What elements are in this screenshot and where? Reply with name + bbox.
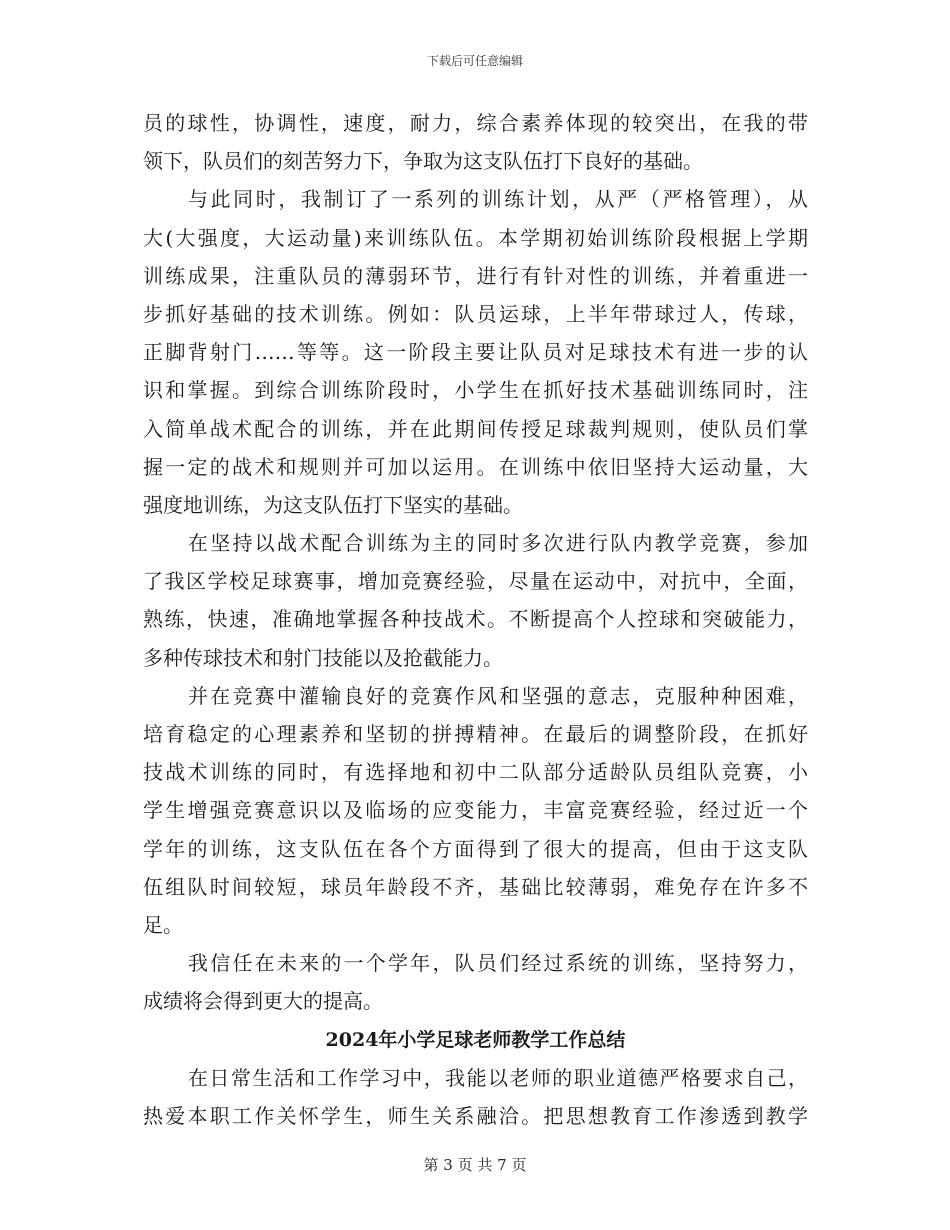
- body-line: 热爱本职工作关怀学生，师生关系融洽。把思想教育工作渗透到教学: [143, 1103, 808, 1128]
- paragraph-start-line: 与此同时，我制订了一系列的训练计划，从严（严格管理），从: [188, 187, 808, 212]
- body-line: 多种传球技术和射门技能以及抢截能力。: [143, 645, 503, 670]
- body-line: 培育稳定的心理素养和坚韧的拼搏精神。在最后的调整阶段，在抓好: [143, 722, 808, 746]
- document-body: [143, 104, 808, 1135]
- body-line: 识和掌握。到综合训练阶段时，小学生在抓好技术基础训练同时，注: [143, 378, 808, 403]
- page-header: 下载后可任意编辑: [426, 54, 523, 68]
- body-line: 足。: [143, 912, 183, 937]
- body-line: 熟练，快速，准确地掌握各种技战术。不断提高个人控球和突破能力，: [143, 607, 808, 632]
- body-line: 学年的训练，这支队伍在各个方面得到了很大的提高，但由于这支队: [143, 836, 808, 861]
- body-line: 步抓好基础的技术训练。例如：队员运球，上半年带球过人，传球，: [143, 301, 808, 326]
- paragraph-start-line: 在日常生活和工作学习中，我能以老师的职业道德严格要求自己，: [188, 1065, 808, 1090]
- body-line: 学生增强竞赛意识以及临场的应变能力，丰富竞赛经验，经过近一个: [143, 798, 808, 823]
- body-line: 员的球性，协调性，速度，耐力，综合素养体现的较突出，在我的带: [143, 111, 808, 135]
- body-line: 技战术训练的同时，有选择地和初中二队部分适龄队员组队竞赛，小: [143, 760, 808, 785]
- body-line: 入简单战术配合的训练，并在此期间传授足球裁判规则，使队员们掌: [143, 416, 808, 441]
- body-line: 领下，队员们的刻苦努力下，争取为这支队伍打下良好的基础。: [143, 149, 703, 174]
- paragraph-start-line: 并在竞赛中灌输良好的竞赛作风和坚强的意志，克服种种困难，: [188, 683, 808, 708]
- body-line: 了我区学校足球赛事，增加竞赛经验，尽量在运动中，对抗中，全面，: [143, 569, 808, 594]
- body-line: 大(大强度，大运动量)来训练队伍。本学期初始训练阶段根据上学期: [143, 225, 808, 250]
- body-line: 强度地训练，为这支队伍打下坚实的基础。: [143, 492, 523, 517]
- section-title: 2024年小学足球老师教学工作总结: [325, 1028, 626, 1051]
- body-line: 握一定的战术和规则并可加以运用。在训练中依旧坚持大运动量，大: [143, 454, 808, 479]
- paragraph-start-line: 在坚持以战术配合训练为主的同时多次进行队内教学竞赛，参加: [188, 531, 808, 556]
- body-line: 伍组队时间较短，球员年龄段不齐，基础比较薄弱，难免存在许多不: [143, 874, 808, 899]
- paragraph-start-line: 我信任在未来的一个学年，队员们经过系统的训练，坚持努力，: [188, 951, 808, 976]
- page-number: 第 3 页 共 7 页: [423, 1156, 527, 1174]
- body-line: 成绩将会得到更大的提高。: [143, 989, 383, 1014]
- body-line: 训练成果，注重队员的薄弱环节，进行有针对性的训练，并着重进一: [143, 263, 808, 288]
- body-line: 正脚背射门……等等。这一阶段主要让队员对足球技术有进一步的认: [143, 340, 808, 365]
